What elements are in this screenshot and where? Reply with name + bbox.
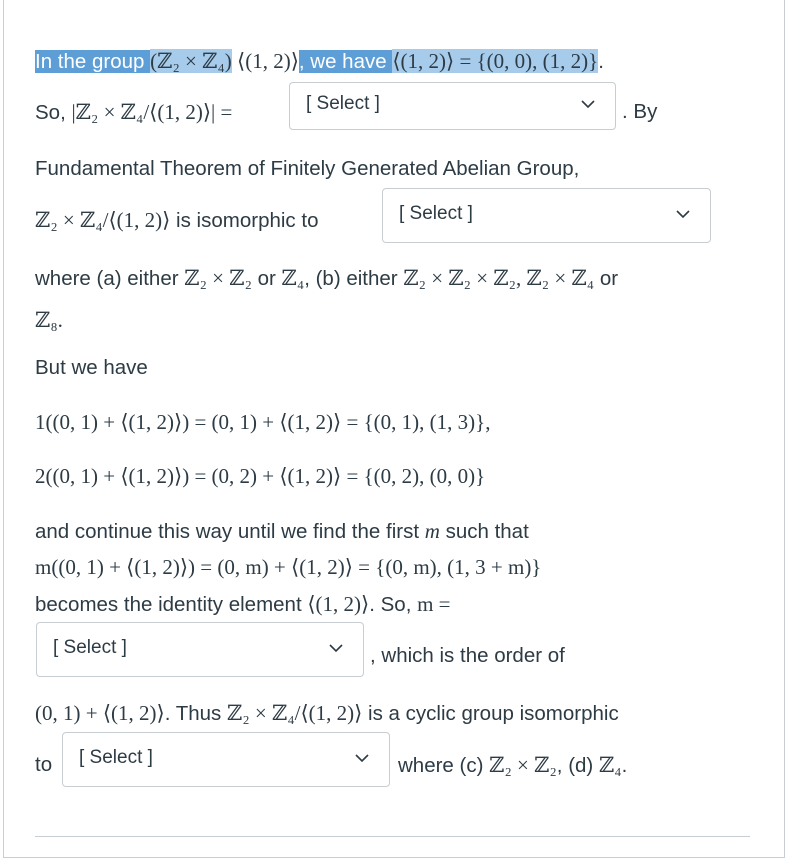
- options-line-2: [35, 306, 63, 335]
- options-text-e: , (b) either: [304, 267, 404, 290]
- isomorphic-line: [35, 206, 318, 235]
- intro-line: [35, 47, 604, 76]
- equation-2-text: 2((0, 1) + ⟨(1, 2)⟩) = (0, 2) + ⟨(1, 2)⟩ = {(0, 2), (0, 0)}: [35, 464, 486, 488]
- identity-line: [35, 590, 451, 619]
- final-text-b: where (c): [398, 754, 490, 777]
- intro-text-a: In the group: [35, 50, 151, 73]
- select-cyclic-isomorphic-value: [ Select ]: [79, 747, 153, 768]
- order-of-line: [370, 642, 565, 670]
- divider: [35, 836, 750, 837]
- select-m-value[interactable]: [36, 622, 364, 677]
- subgroup-elements: ⟨(1, 2)⟩ = {(0, 0), (1, 2)}: [392, 49, 599, 73]
- option-d: ℤ₄: [598, 753, 622, 777]
- but-text: But we have: [35, 356, 148, 379]
- order-line: [35, 98, 232, 127]
- select-quotient-order[interactable]: [289, 82, 616, 130]
- option-a2: ℤ₄: [281, 266, 305, 290]
- options-text-a: where (a) either: [35, 267, 185, 290]
- identity-text-a: becomes the identity element: [35, 593, 308, 616]
- subgroup-expression: ⟨(1, 2)⟩: [231, 49, 299, 73]
- quotient-expression-2: ℤ₂ × ℤ₄/⟨(1, 2)⟩: [227, 701, 363, 725]
- identity-text-c: . So,: [369, 593, 418, 616]
- identity-element: ⟨(1, 2)⟩: [307, 592, 370, 616]
- theorem-line: [35, 155, 579, 183]
- continue-text-a: and continue this way until we find the first: [35, 520, 425, 543]
- equation-3: [35, 553, 541, 581]
- option-a1: ℤ₂ × ℤ₂: [184, 266, 252, 290]
- equation-2: [35, 462, 485, 490]
- order-text-a: So,: [35, 101, 72, 124]
- options-line: [35, 264, 618, 293]
- isomorphic-text: is isomorphic to: [170, 209, 319, 232]
- chevron-down-icon: [355, 754, 369, 763]
- select-isomorphic-to-value: [ Select ]: [399, 203, 473, 224]
- intro-period: .: [598, 50, 604, 73]
- option-c: ℤ₂ × ℤ₂: [489, 753, 557, 777]
- chevron-down-icon: [676, 210, 690, 219]
- final-period: .: [621, 754, 628, 777]
- select-quotient-order-value: [ Select ]: [306, 93, 380, 114]
- equation-3-text: m((0, 1) + ⟨(1, 2)⟩) = (0, m) + ⟨(1, 2)⟩ = {(0, m), (1, 3 + m)}: [35, 555, 542, 579]
- continue-line: [35, 517, 529, 546]
- order-text-c: . By: [622, 100, 658, 123]
- theorem-text: Fundamental Theorem of Finitely Generated Abelian Group,: [35, 157, 580, 180]
- variable-m: m: [424, 519, 440, 543]
- cyclic-text-b: . Thus: [164, 702, 227, 725]
- order-of-text: , which is the order of: [370, 644, 565, 667]
- options-text-g: or: [594, 267, 619, 290]
- option-b3: ℤ₈.: [35, 308, 63, 332]
- chevron-down-icon: [329, 644, 343, 653]
- but-line: [35, 354, 148, 382]
- order-line-tail: [622, 98, 657, 126]
- final-line-start: [35, 751, 52, 779]
- m-equals: m =: [417, 592, 451, 616]
- select-isomorphic-to[interactable]: [382, 188, 711, 243]
- intro-text-d: , we have: [298, 50, 393, 73]
- coset-expression: (0, 1) + ⟨(1, 2)⟩: [35, 701, 165, 725]
- chevron-down-icon: [581, 100, 595, 109]
- final-line-end: [398, 751, 627, 780]
- cyclic-line: [35, 699, 619, 728]
- quotient-expression: ℤ₂ × ℤ₄/⟨(1, 2)⟩: [35, 208, 171, 232]
- group-expression: (ℤ₂ × ℤ₄): [150, 49, 232, 73]
- equation-1: [35, 408, 490, 436]
- quotient-order-expression: |ℤ₂ × ℤ₄/⟨(1, 2)⟩| =: [71, 100, 233, 124]
- option-b: ℤ₂ × ℤ₂ × ℤ₂, ℤ₂ × ℤ₄: [403, 266, 595, 290]
- cyclic-text-d: is a cyclic group isomorphic: [362, 702, 619, 725]
- continue-text-c: such that: [439, 520, 529, 543]
- select-cyclic-isomorphic[interactable]: [62, 732, 390, 787]
- select-m-value-text: [ Select ]: [53, 637, 127, 658]
- options-text-c: or: [251, 267, 282, 290]
- final-text-d: , (d): [556, 754, 599, 777]
- to-text: to: [35, 753, 53, 776]
- equation-1-text: 1((0, 1) + ⟨(1, 2)⟩) = (0, 1) + ⟨(1, 2)⟩ = {(0, 1), (1, 3)},: [35, 410, 491, 434]
